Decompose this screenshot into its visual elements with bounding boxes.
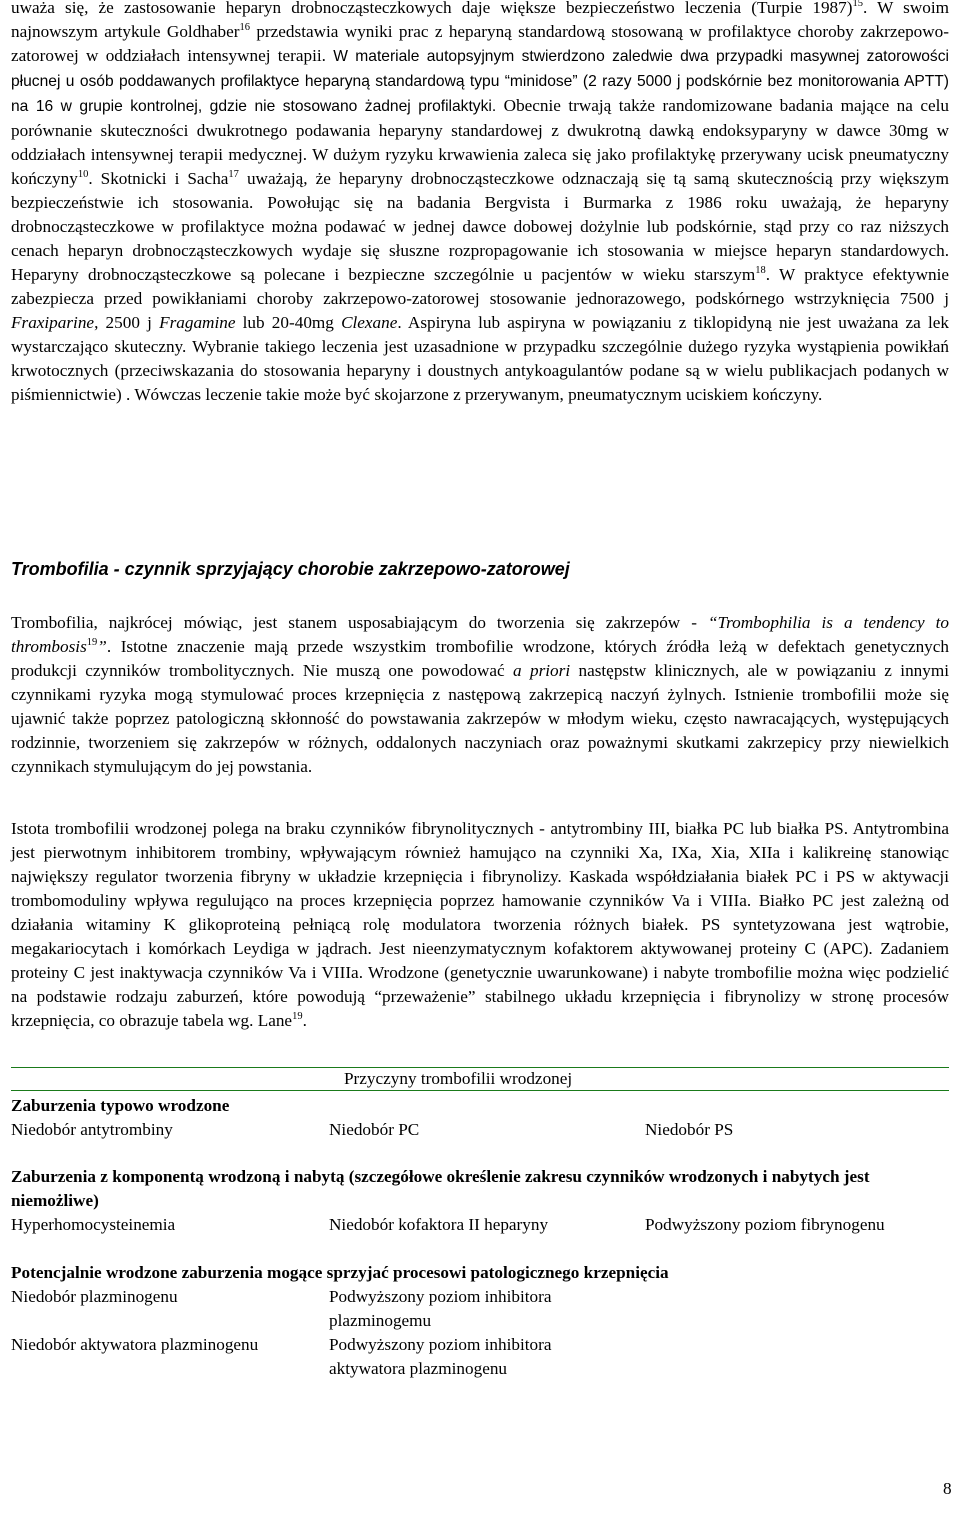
paragraph-trombofilia — [11, 611, 949, 779]
text-span: Istota trombofilii wrodzonej polega na braku czynników fibrynolitycznych - antytrombiny III, białka PC lub białka PS. Antytrombina jest pierwotnym inhibitorem trombiny, wpływającym również hamująco na czynniki Xa, IXa, Xia, XIIa i kalikreinę stanowiąc największy regulator tworzenia fibryny w układzie krzepnięcia i fibrynolizy. Kaskada współdziałania białek PC i PS w aktywacji trombomoduliny wpływa regulująco na proces krzepnięcia poprzez hamowanie czynników Va i VIIIa. Białko PC jest zależną od działania witaminy K glikoproteiną pełniącą rolę modulatora tworzenia różnych białek. PS syntetyzowana jest wątrobie, megakariocytach i komórkach Leydiga w jądrach. Jest nieenzymatycznym kofaktorem aktywowanej proteiny C (APC). Zadaniem proteiny C jest inaktywacja czynników Va i VIIIa. Wrodzone (genetycznie uwarunkowane) i nabyte trombofilie można więc podzielić na podstawie rodzaju zaburzeń, które powodują “przeważenie” stabilnego układu krzepnięcia i fibrynolizy w stronę procesów krzepnięcia, co obrazuje tabela wg. Lane — [11, 819, 949, 1030]
text-span: . W praktyce efektywnie zabezpiecza przed powikłaniami choroby zakrzepowo-zatorowej stosowanie jednorazowego, podskórnego wstrzyknięcia 7500 j — [11, 265, 949, 308]
citation-sup: 19 — [86, 637, 98, 648]
citation-sup: 17 — [228, 169, 239, 180]
group-title-text: Zaburzenia z komponentą wrodzoną i nabytą (szczegółowe określenie zakresu czynników wrodzonych i nabytych jest niemożliwe) — [11, 1167, 870, 1210]
text-span: lub 20-40mg — [235, 313, 342, 332]
group-title-text: Potencjalnie wrodzone zaburzenia mogące sprzyjać procesowi patologicznego krzepnięcia — [11, 1263, 669, 1282]
group-title-text: Zaburzenia typowo wrodzone — [11, 1096, 230, 1115]
table-cell: Niedobór plazminogenu — [11, 1287, 178, 1306]
table-cell: plazminogemu — [329, 1311, 432, 1330]
table-caption: Przyczyny trombofilii wrodzonej — [344, 1069, 573, 1088]
table-cell: Hyperhomocysteinemia — [11, 1215, 176, 1234]
latin-italic: a priori — [513, 661, 571, 680]
drug-name: Clexane — [341, 313, 398, 332]
citation-sup: 15 — [852, 0, 863, 9]
text-span: . Aspiryna lub aspiryna w powiązaniu z tiklopidyną nie jest uważana za lek wystarczająco skuteczny. Wybranie takiego leczenia jest uzasadnione w przypadku szczególnie dużego ryzyka wystąpienia powikłań krwotocznych (przeciwskazania do stosowania heparyny i doustnych antykoagulantów podane są w wielu publikacjach podanych w piśmiennictwie) . Wówczas leczenie takie może być skojarzone z przerywanym, pneumatycznym uciskiem kończyny. — [11, 313, 949, 404]
table-cell: Niedobór PS — [645, 1120, 734, 1139]
text-span: . Istotne znaczenie mają przede wszystkim trombofilie wrodzone, których źródła leżą w defektach genetycznych produkcji czynników trombolitycznych. Nie muszą one powodować — [11, 637, 949, 680]
text-span: uważa się, że zastosowanie heparyn drobnocząsteczkowych daje większe bezpieczeństwo leczenia (Turpie 1987) — [11, 0, 853, 17]
section-heading: Trombofilia - czynnik sprzyjający chorobie zakrzepowo-zatorowej — [11, 559, 570, 579]
table-cell: Niedobór aktywatora plazminogenu — [11, 1335, 259, 1354]
table-rule-top — [11, 1067, 949, 1068]
text-span: następstw klinicznych, ale w powiązaniu z innymi czynnikami ryzyka mogą stymulować proces krzepnięcia z następową zakrzepicą naczyń żylnych. Istnienie trombofilii może się ujawnić także poprzez patologiczną skłonność do powstawania zakrzepów w młodym wieku, często nawracających, występujących rodzinnie, tworzeniem się zakrzepów w różnych, oddalonych naczyniach oraz poważnymi skutkami zakrzepicy przy niewielkich czynnikach stymulującym do jej powstania. — [11, 661, 949, 776]
text-span: , 2500 j — [94, 313, 160, 332]
text-span: . — [302, 1011, 307, 1030]
paragraph-heparin — [11, 0, 949, 407]
text-span: uważają, że heparyny drobnocząsteczkowe odznaczają się tą samą skutecznością przy większym bezpieczeństwie ich stosowania. Powołując się na badania Bergvista i Burmarka z 1986 roku uważają, że heparyny drobnocząsteczkowe w profilaktyce można podawać w jednej dawce dobowej dożylnie lub podskórnie, stąd przy co raz niższych cenach heparyn drobnocząsteczkowych wydaje się słuszne rozpropagowanie ich stosowania w miejsce heparyn standardowych. Heparyny drobnocząsteczkowe są polecane i bezpieczne szczególnie u pacjentów w wieku starszym — [11, 169, 950, 284]
paragraph-istota — [11, 817, 949, 1033]
table-cell: Podwyższony poziom inhibitora — [329, 1287, 552, 1306]
drug-name: Fragamine — [159, 313, 236, 332]
text-span-sans: W materiale autopsyjnym stwierdzono zaledwie dwa przypadki masywnej zatorowości płucnej u osób poddawanych profilaktyce heparyną standardową typu “minidose” (2 razy 5000 j podskórnie bez monitorowania APTT) na 16 w grupie kontrolnej, gdzie nie stosowano żadnej profilaktyki. — [11, 48, 949, 115]
text-span: Trombofilia, najkrócej mówiąc, jest stanem usposabiającym do tworzenia się zakrzepów - — [11, 613, 708, 632]
citation-sup: 16 — [239, 22, 250, 33]
table-cell: Podwyższony poziom fibrynogenu — [645, 1215, 885, 1234]
text-span: . W swoim najnowszym artykule Goldhaber — [11, 0, 949, 41]
table-group-title — [11, 1094, 229, 1118]
table-cell: Niedobór PC — [329, 1120, 420, 1139]
citation-sup: 19 — [292, 1011, 303, 1022]
citation-sup: 10 — [77, 169, 89, 180]
page-number: 8 — [943, 1479, 952, 1498]
citation-sup: 18 — [755, 265, 766, 276]
table-rule-bottom — [11, 1090, 949, 1091]
table-cell: Niedobór kofaktora II heparyny — [329, 1215, 549, 1234]
table-group-title — [11, 1165, 941, 1213]
drug-name: Fraxiparine — [11, 313, 95, 332]
text-span: Obecnie trwają także randomizowane badania mające na celu porównanie skuteczności dwukrotnego podawania heparyny standardowej z dwukrotną dawką endoksyparyny w dawce 30mg w oddziałach intensywnej terapii medycznej. W dużym ryzyku krwawienia zaleca się jako profilaktykę przerywany ucisk pneumatyczny kończyny — [11, 96, 949, 188]
table-cell: aktywatora plazminogenu — [329, 1359, 508, 1378]
table-cell: Podwyższony poziom inhibitora — [329, 1335, 552, 1354]
quote-italic: “Trombophilia is a tendency to thrombosis — [11, 613, 949, 656]
text-span: przedstawia wyniki prac z heparyną standardową stosowaną w profilaktyce choroby zakrzepowo-zatorowej w oddziałach intensywnej terapii. — [11, 22, 949, 65]
quote-italic: ” — [97, 637, 107, 656]
table-cell: Niedobór antytrombiny — [11, 1120, 173, 1139]
table-group-title — [11, 1261, 669, 1285]
text-span: . Skotnicki i Sacha — [88, 169, 229, 188]
